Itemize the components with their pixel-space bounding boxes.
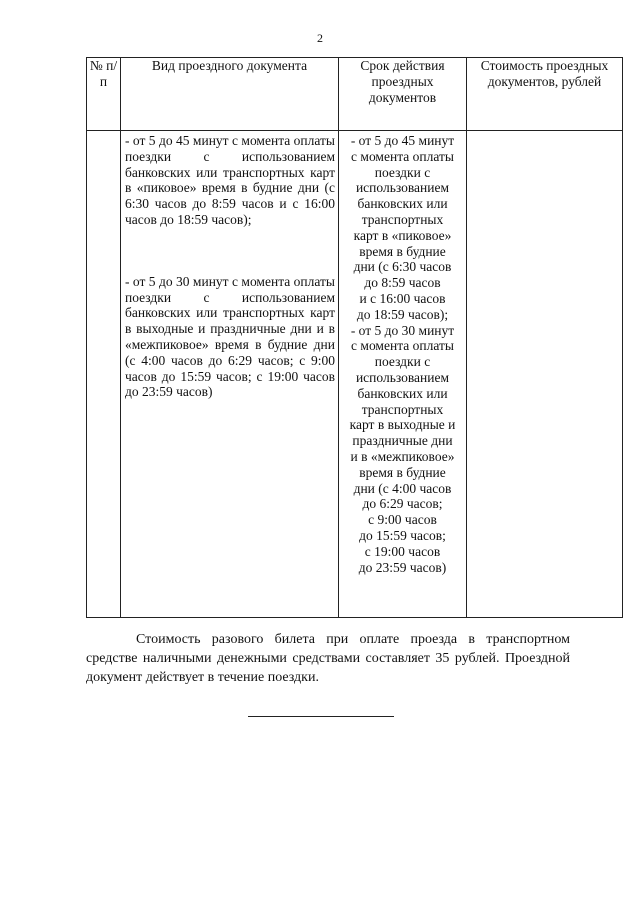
term-offpeak-line: до 6:29 часов; — [362, 496, 443, 512]
term-offpeak-line: до 15:59 часов; — [359, 527, 446, 543]
term-offpeak-line: дни (с 4:00 часов — [353, 480, 452, 496]
table-row — [87, 131, 623, 618]
header-number: № п/п — [87, 58, 121, 131]
header-validity-period: Срок действия проездных документов — [339, 58, 467, 131]
term-offpeak-line: поездки с — [374, 354, 431, 370]
term-peak-line: - от 5 до 45 минут — [350, 133, 455, 148]
type-offpeak-text: - от 5 до 30 минут с момента оплаты поездки с использованием банковских или транспортных карт в выходные и праздничные дни и в «межпиковое» время в будние дни (с 4:00 часов до 6:29 часов; с 9:00 часов до 15:59 часов; с 19:00 часов до 23:59 часов) — [125, 273, 335, 400]
term-offpeak-text — [341, 323, 464, 576]
term-offpeak-line: праздничные дни — [352, 433, 453, 449]
term-peak-line: до 8:59 часов — [364, 275, 441, 291]
cell-validity-period — [339, 131, 467, 618]
term-offpeak-line: с момента оплаты — [351, 338, 454, 354]
closing-rule — [248, 716, 394, 717]
cell-document-type — [121, 131, 339, 618]
term-peak-line: до 18:59 часов); — [356, 306, 449, 322]
term-offpeak-line: до 23:59 часов) — [358, 559, 447, 575]
term-peak-line: использованием — [355, 180, 450, 196]
term-offpeak-line: время в будние — [359, 464, 446, 480]
term-peak-line: с момента оплаты — [351, 148, 454, 164]
term-offpeak-line: и в «межпиковое» — [350, 448, 455, 464]
cell-cost — [467, 131, 623, 618]
single-ticket-paragraph: Стоимость разового билета при оплате проезда в транспортном средстве наличными денежными средствами составляет 35 рублей. Проездной документ действует в течение поездки. — [86, 632, 570, 685]
term-offpeak-line: с 19:00 часов — [364, 543, 441, 559]
term-peak-line: карт в «пиковое» — [353, 227, 452, 243]
term-offpeak-line: - от 5 до 30 минут — [350, 322, 455, 338]
header-document-type: Вид проездного документа — [121, 58, 339, 131]
term-peak-line: поездки с — [374, 164, 431, 180]
table-header-row — [87, 58, 623, 131]
header-cost: Стоимость проездных документов, рублей — [467, 58, 623, 131]
fare-table — [86, 57, 623, 618]
term-peak-line: и с 16:00 часов — [359, 290, 446, 306]
cell-number — [87, 131, 121, 618]
term-peak-line: время в будние — [359, 243, 446, 259]
term-peak-line: транспортных — [361, 211, 444, 227]
type-peak-text: - от 5 до 45 минут с момента оплаты поездки с использованием банковских или транспортных карт в «пиковое» время в будние дни (с 6:30 часов до 8:59 часов и с 16:00 часов до 18:59 часов); — [125, 133, 335, 227]
term-peak-text — [341, 133, 464, 323]
term-offpeak-line: использованием — [355, 369, 450, 385]
page-number: 2 — [317, 31, 323, 45]
term-offpeak-line: с 9:00 часов — [368, 512, 437, 528]
term-offpeak-line: транспортных — [361, 401, 444, 417]
term-peak-line: банковских или — [357, 196, 448, 212]
term-offpeak-line: карт в выходные и — [349, 417, 456, 433]
term-peak-line: дни (с 6:30 часов — [353, 259, 452, 275]
term-offpeak-line: банковских или — [357, 385, 448, 401]
